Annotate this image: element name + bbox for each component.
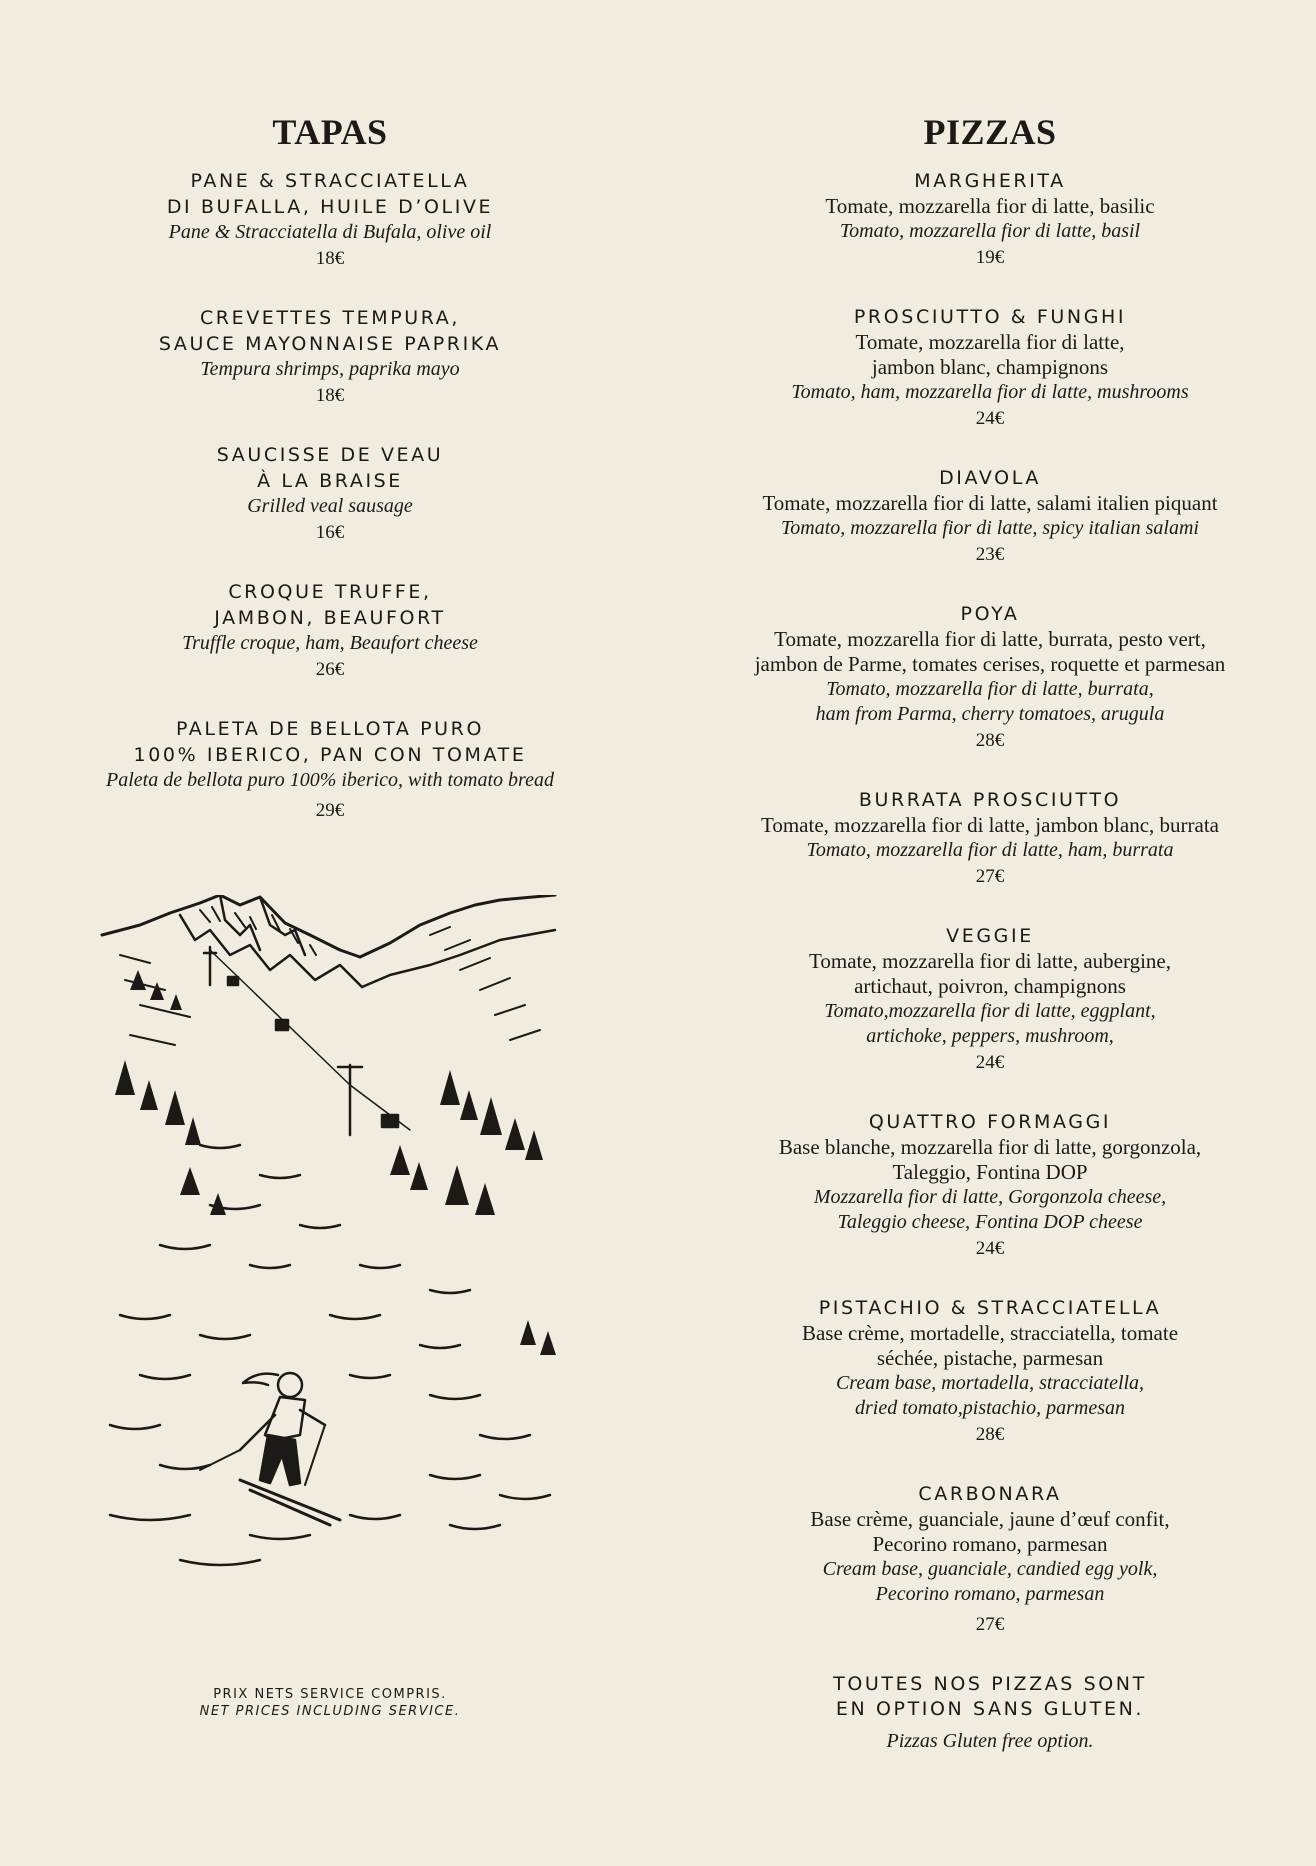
pizzas-column — [710, 110, 1270, 1671]
item-name: MARGHERITA — [914, 170, 1066, 192]
menu-item — [710, 168, 1270, 272]
menu-item — [710, 304, 1270, 433]
menu-item — [100, 442, 560, 547]
item-name: VEGGIE — [946, 925, 1034, 947]
item-french: Base crème, mortadelle, stracciatella, tomate séchée, pistache, parmesan — [801, 1321, 1179, 1370]
item-name: CARBONARA — [918, 1483, 1062, 1505]
item-english: Grilled veal sausage — [247, 495, 413, 517]
item-french: Tomate, mozzarella fior di latte, aubergine, artichaut, poivron, champignons — [809, 949, 1171, 998]
item-name: CREVETTES TEMPURA, SAUCE MAYONNAISE PAPRIKA — [158, 307, 502, 355]
service-note — [100, 1686, 560, 1720]
item-french: Tomate, mozzarella fior di latte, basilic — [825, 194, 1155, 218]
menu-item — [710, 1295, 1270, 1449]
item-name: PROSCIUTTO & FUNGHI — [853, 306, 1127, 328]
item-price: 18€ — [315, 248, 345, 269]
gluten-free-note-en: Pizzas Gluten free option. — [886, 1730, 1094, 1752]
item-english: Tomato, mozzarella fior di latte, basil — [839, 220, 1141, 242]
menu-item — [710, 601, 1270, 755]
item-price: 28€ — [975, 1424, 1005, 1445]
menu-item — [710, 465, 1270, 569]
item-english: Paleta de bellota puro 100% iberico, with tomato bread — [106, 769, 554, 791]
item-english: Tomato, mozzarella fior di latte, spicy italian salami — [781, 517, 1199, 539]
item-english: Pane & Stracciatella di Bufala, olive oil — [168, 221, 492, 243]
tapas-column — [100, 110, 560, 857]
item-name: CROQUE TRUFFE, JAMBON, BEAUFORT — [214, 581, 446, 629]
item-english: Cream base, mortadella, stracciatella, dried tomato,pistachio, parmesan — [835, 1372, 1145, 1419]
item-price: 27€ — [975, 1614, 1005, 1635]
item-french: Base crème, guanciale, jaune d’œuf confit, Pecorino romano, parmesan — [810, 1507, 1170, 1556]
item-price: 18€ — [315, 385, 345, 406]
item-name: SAUCISSE DE VEAU À LA BRAISE — [216, 444, 444, 492]
item-price: 24€ — [975, 1238, 1005, 1259]
item-name: PANE & STRACCIATELLA DI BUFALLA, HUILE D’OLIVE — [166, 170, 494, 218]
menu-item — [100, 305, 560, 410]
menu-item — [100, 716, 560, 825]
item-price: 19€ — [975, 247, 1005, 268]
item-english: Tempura shrimps, paprika mayo — [200, 358, 460, 380]
item-french: Base blanche, mozzarella fior di latte, gorgonzola, Taleggio, Fontina DOP — [778, 1135, 1202, 1184]
item-name: POYA — [960, 603, 1020, 625]
gluten-free-note-fr: TOUTES NOS PIZZAS SONT EN OPTION SANS GLUTEN. — [833, 1673, 1147, 1720]
item-french: Tomate, mozzarella fior di latte, salami italien piquant — [762, 491, 1218, 515]
item-french: Tomate, mozzarella fior di latte, jambon blanc, champignons — [855, 330, 1125, 379]
item-english: Tomato, mozzarella fior di latte, burrata, ham from Parma, cherry tomatoes, arugula — [815, 678, 1165, 725]
menu-item — [100, 579, 560, 684]
item-english: Mozzarella fior di latte, Gorgonzola cheese, Taleggio cheese, Fontina DOP cheese — [813, 1186, 1167, 1233]
item-english: Tomato,mozzarella fior di latte, eggplant, artichoke, peppers, mushroom, — [824, 1000, 1156, 1047]
tapas-title: TAPAS — [272, 112, 388, 152]
menu-item — [710, 1109, 1270, 1263]
pizzas-title: PIZZAS — [923, 112, 1057, 152]
item-name: BURRATA PROSCIUTTO — [858, 789, 1122, 811]
item-name: PISTACHIO & STRACCIATELLA — [818, 1297, 1162, 1319]
item-price: 27€ — [975, 866, 1005, 887]
gluten-free-note — [710, 1672, 1270, 1756]
item-english: Cream base, guanciale, candied egg yolk, Pecorino romano, parmesan — [822, 1558, 1158, 1605]
menu-item — [100, 168, 560, 273]
mountain-skier-illustration-icon — [100, 895, 560, 1585]
item-name: QUATTRO FORMAGGI — [868, 1111, 1112, 1133]
item-price: 24€ — [975, 408, 1005, 429]
item-price: 26€ — [315, 659, 345, 680]
item-price: 29€ — [315, 800, 345, 821]
menu-item — [710, 787, 1270, 891]
item-price: 24€ — [975, 1052, 1005, 1073]
item-french: Tomate, mozzarella fior di latte, burrata, pesto vert, jambon de Parme, tomates cerises, roquette et parmesan — [754, 627, 1226, 676]
service-note-fr: PRIX NETS SERVICE COMPRIS. — [213, 1687, 447, 1702]
item-price: 23€ — [975, 544, 1005, 565]
item-price: 16€ — [315, 522, 345, 543]
menu-item — [710, 1481, 1270, 1639]
item-french: Tomate, mozzarella fior di latte, jambon blanc, burrata — [760, 813, 1219, 837]
menu-item — [710, 923, 1270, 1077]
item-english: Truffle croque, ham, Beaufort cheese — [182, 632, 478, 654]
item-english: Tomato, ham, mozzarella fior di latte, mushrooms — [791, 381, 1189, 403]
item-english: Tomato, mozzarella fior di latte, ham, burrata — [806, 839, 1174, 861]
item-price: 28€ — [975, 730, 1005, 751]
item-name: DIAVOLA — [939, 467, 1041, 489]
service-note-en: NET PRICES INCLUDING SERVICE. — [199, 1704, 461, 1719]
item-name: PALETA DE BELLOTA PURO 100% IBERICO, PAN CON TOMATE — [133, 718, 527, 766]
